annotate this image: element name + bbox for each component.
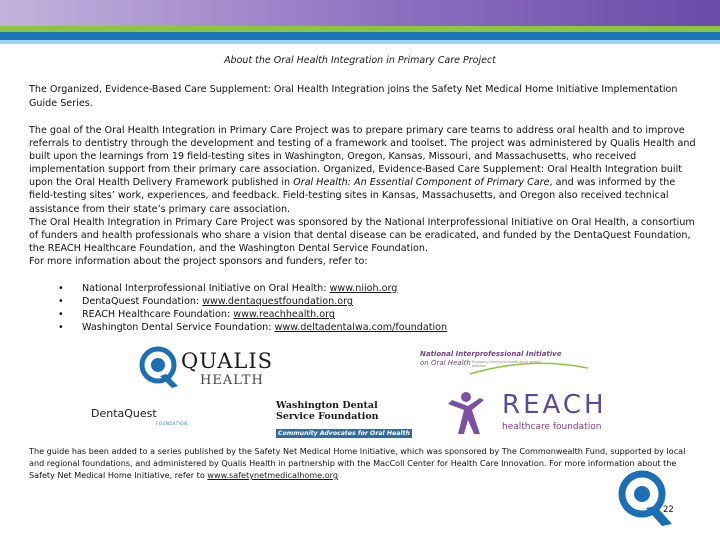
reach-logo — [414, 390, 634, 438]
more-info-paragraph: For more information about the project sponsors and funders, refer to: — [29, 255, 368, 267]
nioh-logo — [420, 350, 590, 378]
dentaquest-wordmark: DentaQuest — [91, 407, 157, 420]
qualis-q-watermark-icon — [614, 468, 674, 530]
wds-foundation-logo — [276, 398, 416, 440]
goal-paragraph — [29, 124, 697, 216]
reach-figure-icon — [444, 390, 488, 438]
sponsor-link[interactable]: www.deltadentalwa.com/foundation — [274, 322, 448, 334]
header-lightblue-stripe — [0, 40, 720, 44]
reach-wordmark: REACH — [502, 390, 607, 420]
qualis-q-icon — [138, 346, 180, 390]
list-item — [58, 295, 678, 308]
list-item — [58, 308, 678, 321]
sponsor-label: Washington Dental Service Foundation: — [82, 322, 275, 334]
qualis-wordmark: QUALIS — [181, 349, 274, 373]
nioh-tagline: Engaging clinicians eradicating dental disease — [472, 360, 541, 368]
footnote — [29, 445, 699, 481]
sponsor-label: REACH Healthcare Foundation: — [82, 309, 234, 321]
page-title: About the Oral Health Integration in Primary Care Project — [224, 55, 496, 66]
sponsor-label: DentaQuest Foundation: — [82, 296, 203, 308]
sponsor-link[interactable]: www.reachhealth.org — [233, 309, 335, 321]
dentaquest-subtitle: FOUNDATION — [156, 421, 188, 426]
intro-paragraph: The Organized, Evidence-Based Care Supplement: Oral Health Integration joins the Safety Net Medical Home Initiative Implementation Guide Series. — [29, 84, 678, 109]
nioh-line1: National Interprofessional Initiative — [420, 350, 562, 358]
dentaquest-logo — [88, 405, 198, 427]
sponsor-link[interactable]: www.niioh.org — [329, 283, 398, 294]
list-item — [58, 282, 678, 295]
page-number: 22 — [663, 505, 674, 515]
footnote-text: The guide has been added to a series published by the Safety Net Medical Home Initiative, which was sponsored by The Commonwealth Fund, supported by local and regional foundations, and administered by Qualis Health in partnership with the MacColl Center for Health Care Innovation. For more information about the Safety Net Medical Home Initiative, refer to — [29, 446, 686, 480]
header-purple-band — [0, 0, 720, 26]
list-item — [58, 321, 678, 334]
publication-title: Oral Health: An Essential Component of Primary Care — [293, 177, 550, 189]
sponsor-paragraph: The Oral Health Integration in Primary Care Project was sponsored by the National Interprofessional Initiative on Oral Health, a consortium of funders and health professionals who share a vision that dental disease can be eradicated, and funded by the DentaQuest Foundation, the REACH Healthcare Foundation, and the Washington Dental Service Foundation. — [29, 216, 695, 254]
header-blue-stripe — [0, 32, 720, 40]
qualis-health-logo — [138, 346, 274, 392]
wds-wordmark: Washington Dental Service Foundation — [276, 400, 379, 422]
goal-text: The goal of the Oral Health Integration in Primary Care Project was to prepare primary care teams to address oral health and to improve referrals to dentistry through the development and testing of a framework and toolset. The project was administered by Qualis Health and built upon the learnings from 19 field-testing sites in Washington, Oregon, Kansas, Missouri, and Massachusetts, who received implementation support from their primary care association. Organized, Evidence-Based Care Supplement: Oral Health Integration built upon the Oral Health Delivery Framework published in — [29, 125, 696, 189]
sponsor-list — [58, 282, 678, 334]
sponsor-link[interactable]: www.dentaquestfoundation.org — [202, 296, 353, 308]
nioh-line2: on Oral Health — [420, 359, 471, 367]
qualis-subtitle: HEALTH — [200, 373, 264, 388]
nioh-swoosh-icon — [420, 350, 590, 378]
footnote-link[interactable]: www.safetynetmedicalhome.org — [207, 470, 338, 480]
goal-text-end: , and was informed by the field-testing sites’ work, experiences, and feedback. Field-testing sites in Kansas, Massachusetts, and Oregon also received technical assistance from their state’s primary care association. — [29, 177, 676, 215]
body-text — [29, 124, 697, 268]
sponsor-label: National Interprofessional Initiative on Oral Health: — [82, 283, 330, 294]
reach-subtitle: healthcare foundation — [502, 422, 602, 432]
wds-tagline: Community Advocates for Oral Health — [276, 429, 412, 438]
